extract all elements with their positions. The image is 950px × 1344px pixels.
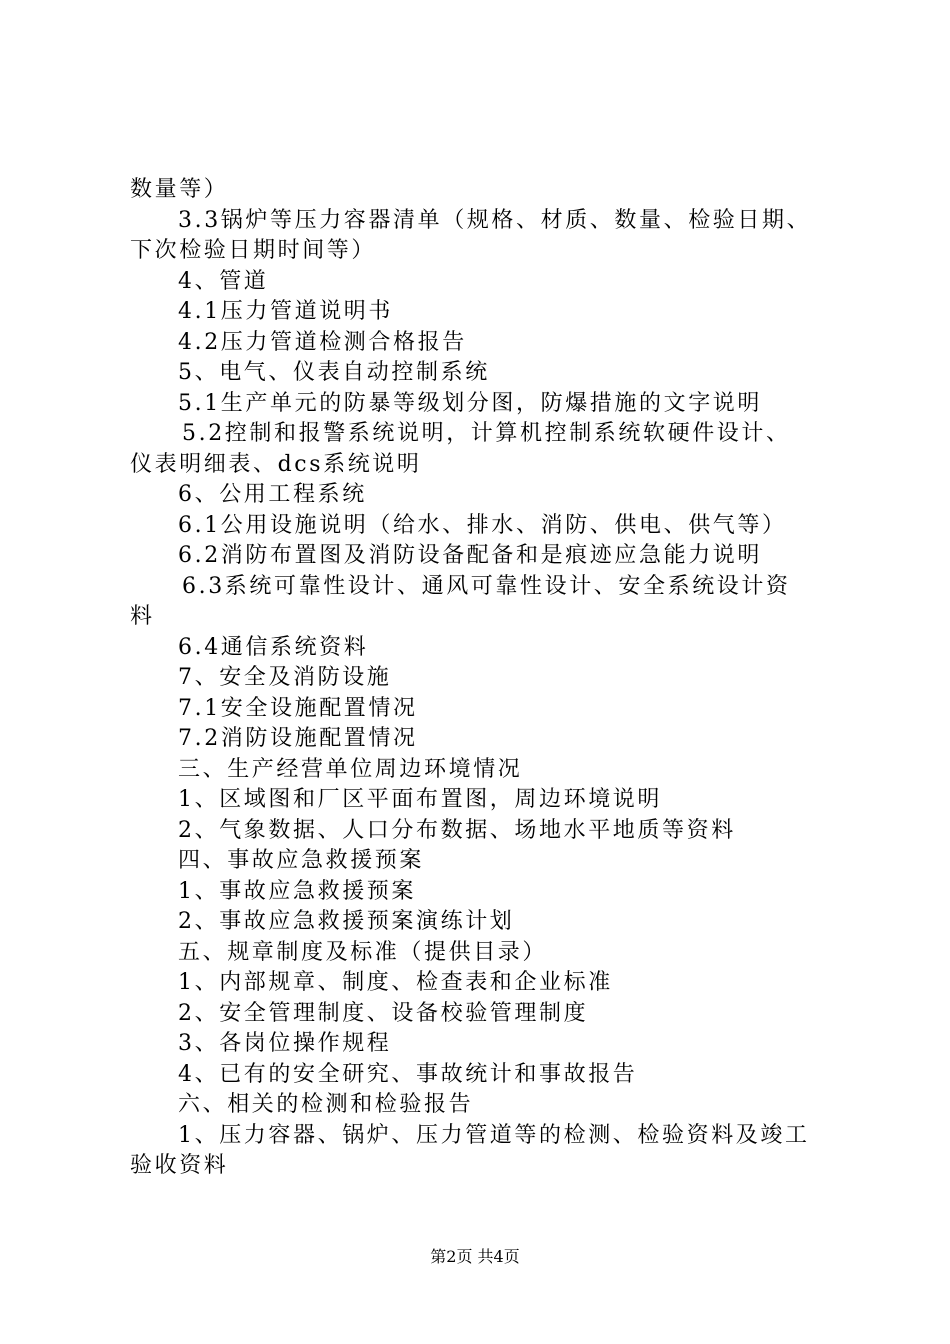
text-line: 2、事故应急救援预案演练计划 [178, 909, 515, 934]
text-line: 5.1生产单元的防暴等级划分图，防爆措施的文字说明 [178, 390, 762, 416]
text-line: 1、区域图和厂区平面布置图，周边环境说明 [178, 787, 662, 812]
section-heading: 四、事故应急救援预案 [178, 848, 425, 873]
text-line: 2、安全管理制度、设备校验管理制度 [178, 1000, 589, 1026]
text-line: 7、安全及消防设施 [178, 665, 392, 690]
section-heading: 三、生产经营单位周边环境情况 [178, 756, 523, 782]
text-line: 6.4通信系统资料 [178, 634, 369, 660]
text-line: 数量等） [130, 177, 229, 202]
text-line: 1、事故应急救援预案 [178, 878, 416, 904]
text-line: 料 [130, 604, 155, 629]
text-line: 1、内部规章、制度、检查表和企业标准 [178, 970, 613, 995]
text-line: 4、已有的安全研究、事故统计和事故报告 [178, 1061, 638, 1087]
section-heading: 六、相关的检测和检验报告 [178, 1092, 474, 1117]
document-body [130, 175, 830, 1182]
text-line: 6.3系统可靠性设计、通风可靠性设计、安全系统设计资 [182, 573, 791, 599]
text-line: 验收资料 [130, 1153, 229, 1178]
text-line: 3、各岗位操作规程 [178, 1031, 392, 1056]
text-line: 7.2消防设施配置情况 [178, 726, 418, 751]
text-line: 6.1公用设施说明（给水、排水、消防、供电、供气等） [178, 512, 787, 538]
text-line: 3.3锅炉等压力容器清单（规格、材质、数量、检验日期、 [178, 207, 812, 233]
section-heading: 五、规章制度及标准（提供目录） [178, 939, 548, 965]
text-line: 4、管道 [178, 268, 269, 294]
text-line: 4.1压力管道说明书 [178, 299, 393, 324]
text-line: 1、压力容器、锅炉、压力管道等的检测、检验资料及竣工 [178, 1122, 810, 1148]
text-line: 6.2消防布置图及消防设备配备和是痕迹应急能力说明 [178, 543, 762, 568]
text-line: 2、气象数据、人口分布数据、场地水平地质等资料 [178, 817, 736, 843]
text-line: 仪表明细表、dcs系统说明 [130, 451, 422, 477]
text-line: 4.2压力管道检测合格报告 [178, 329, 467, 355]
text-line: 6、公用工程系统 [178, 482, 367, 507]
page-number-footer: 第2页 共4页 [430, 1247, 520, 1266]
text-line: 5.2控制和报警系统说明，计算机控制系统软硬件设计、 [182, 421, 791, 446]
text-line: 7.1安全设施配置情况 [178, 695, 418, 721]
text-line: 5、电气、仪表自动控制系统 [178, 360, 490, 385]
text-line: 下次检验日期时间等） [130, 238, 377, 263]
